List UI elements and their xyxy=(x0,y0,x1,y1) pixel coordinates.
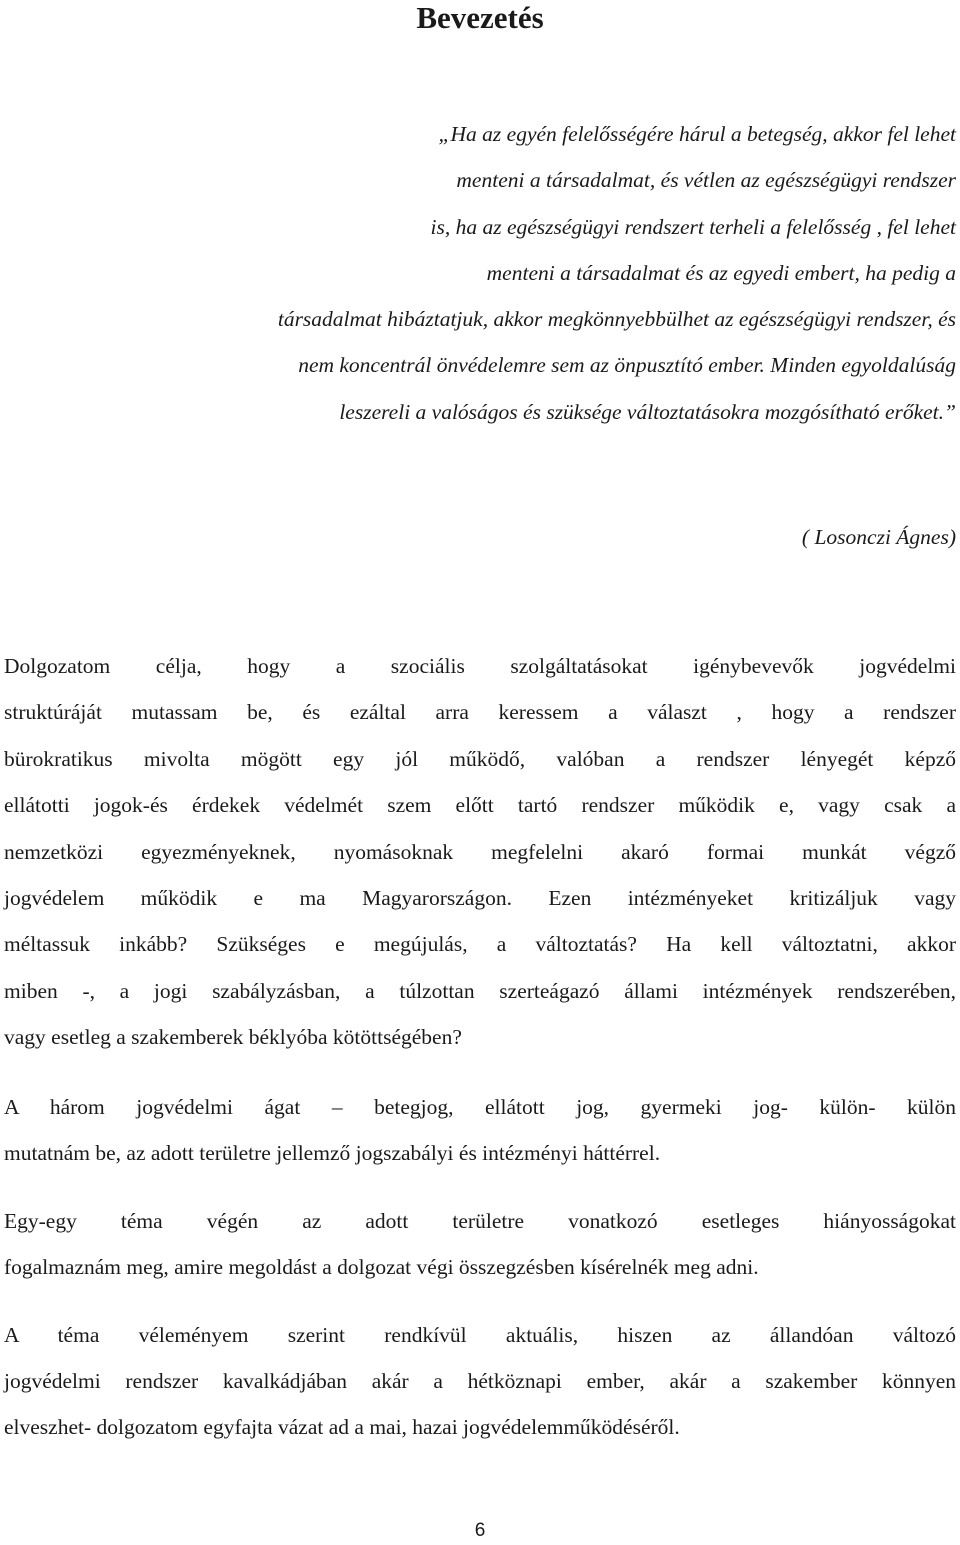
paragraph-line: Egy-egy téma végén az adott területre vonatkozó esetleges hiányosságokat xyxy=(4,1209,956,1233)
page-title: Bevezetés xyxy=(416,0,544,35)
quote-line: menteni a társadalmat és az egyedi embert, ha pedig a xyxy=(486,260,956,285)
epigraph-quote xyxy=(0,111,956,435)
paragraph-shortcomings xyxy=(4,1198,956,1290)
paragraph-line: nemzetközi egyezményeknek, nyomásoknak megfelelni akaró formai munkát végző xyxy=(4,839,956,864)
paragraph-line: bürokratikus mivolta mögött egy jól működő, valóban a rendszer lényegét képző xyxy=(4,746,956,771)
quote-line: nem koncentrál önvédelemre sem az önpusztító ember. Minden egyoldalúság xyxy=(298,353,956,378)
paragraph-line: fogalmaznám meg, amire megoldást a dolgozat végi összegzésben kísérelnék meg adni. xyxy=(4,1255,759,1279)
paragraph-line: struktúráját mutassam be, és ezáltal arra keressem a választ , hogy a rendszer xyxy=(4,700,956,725)
paragraph-purpose xyxy=(4,643,956,1061)
paragraph-line: elveszhet- dolgozatom egyfajta vázat ad a mai, hazai jogvédelemműködéséről. xyxy=(4,1415,680,1439)
paragraph-line: Dolgozatom célja, hogy a szociális szolgáltatásokat igénybevevők jogvédelmi xyxy=(4,654,956,678)
paragraph-branches xyxy=(4,1084,956,1176)
paragraph-line: jogvédelmi rendszer kavalkádjában akár a hétköznapi ember, akár a szakember könnyen xyxy=(4,1369,956,1393)
paragraph-line: jogvédelem működik e ma Magyarországon. Ezen intézményeket kritizáljuk vagy xyxy=(4,886,956,911)
quote-attribution: ( Losonczi Ágnes) xyxy=(801,525,956,549)
paragraph-line: miben -, a jogi szabályzásban, a túlzottan szerteágazó állami intézmények rendszerében, xyxy=(4,978,956,1003)
quote-line: menteni a társadalmat, és vétlen az egészségügyi rendszer xyxy=(456,168,956,193)
paragraph-line: mutatnám be, az adott területre jellemző jogszabályi és intézményi háttérrel. xyxy=(4,1141,661,1165)
quote-line: leszereli a valóságos és szüksége változtatásokra mozgósítható erőket.” xyxy=(339,399,956,424)
quote-line: „Ha az egyén felelősségére hárul a betegség, akkor fel lehet xyxy=(438,122,956,146)
quote-line: társadalmat hibáztatjuk, akkor megkönnyebbülhet az egészségügyi rendszer, és xyxy=(277,307,956,332)
paragraph-line: A három jogvédelmi ágat – betegjog, ellátott jog, gyermeki jog- külön- külön xyxy=(4,1095,956,1119)
paragraph-line: vagy esetleg a szakemberek béklyóba kötöttségében? xyxy=(4,1025,462,1050)
paragraph-relevance xyxy=(4,1312,956,1450)
paragraph-line: A téma véleményem szerint rendkívül aktuális, hiszen az állandóan változó xyxy=(4,1323,956,1347)
quote-line: is, ha az egészségügyi rendszert terheli a felelősség , fel lehet xyxy=(430,214,956,239)
paragraph-line: méltassuk inkább? Szükséges e megújulás, a változtatás? Ha kell változtatni, akkor xyxy=(4,932,956,957)
paragraph-line: ellátotti jogok-és érdekek védelmét szem előtt tartó rendszer működik e, vagy csak a xyxy=(4,793,956,818)
page-number: 6 xyxy=(474,1520,486,1541)
